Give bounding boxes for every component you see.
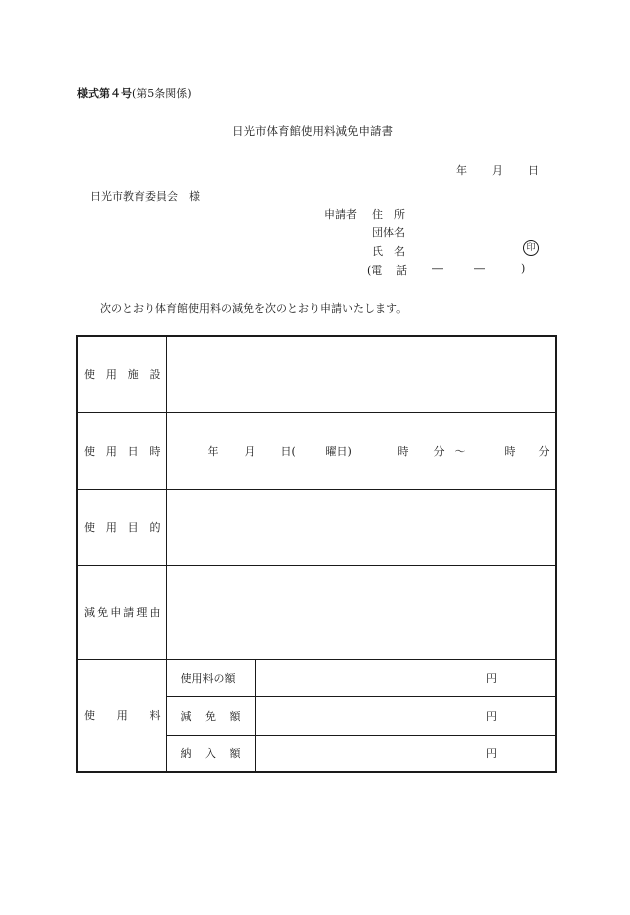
dt-day: 日(	[280, 444, 296, 458]
exemption-label: 減免額	[180, 709, 241, 723]
facility-label: 使用施設	[84, 368, 161, 382]
usage-fee-label: 使用料の額	[180, 671, 236, 685]
applicant-label: 申請者	[324, 208, 357, 221]
group-name-label: 団体名	[372, 226, 405, 239]
dt-tilde: ～	[454, 444, 466, 458]
address-label: 住 所	[372, 208, 405, 221]
dt-year: 年	[207, 444, 219, 458]
dt-weekday: 曜日)	[325, 444, 352, 458]
exemption-input[interactable]	[255, 696, 556, 735]
date-year-label: 年	[456, 164, 467, 177]
exemption-unit: 円	[486, 709, 497, 723]
purpose-label-cell	[77, 489, 166, 565]
dt-hour-1: 時	[397, 444, 409, 458]
form-number-main: 様式第４号	[77, 87, 132, 100]
facility-input[interactable]	[166, 336, 556, 412]
datetime-fields	[167, 413, 556, 489]
facility-row	[77, 336, 556, 412]
purpose-row	[77, 489, 556, 565]
dt-minute-2: 分	[538, 444, 550, 458]
payment-input[interactable]	[255, 735, 556, 772]
fee-label: 使用料	[84, 709, 161, 723]
name-label: 氏 名	[372, 245, 405, 258]
reason-input[interactable]	[166, 565, 556, 659]
purpose-input[interactable]	[166, 489, 556, 565]
payment-unit: 円	[486, 747, 497, 761]
page-title: 日光市体育館使用料減免申請書	[232, 124, 393, 138]
usage-fee-label-cell	[166, 659, 255, 696]
payment-label-cell	[166, 735, 255, 772]
reason-row	[77, 565, 556, 659]
seal-mark: 印	[523, 240, 539, 256]
dt-month: 月	[244, 444, 256, 458]
reason-label: 減免申請理由	[84, 606, 161, 619]
phone-label-2: 話	[396, 264, 407, 277]
reason-label-cell	[77, 565, 166, 659]
form-number	[77, 85, 192, 101]
date-day-label: 日	[528, 164, 539, 177]
datetime-input[interactable]	[166, 412, 556, 489]
intro-text: 次のとおり体育館使用料の減免を次のとおり申請いたします。	[100, 302, 408, 315]
usage-fee-unit: 円	[486, 671, 497, 685]
addressee: 日光市教育委員会 様	[90, 190, 200, 203]
phone-close: )	[521, 262, 526, 275]
exemption-label-cell	[166, 696, 255, 735]
phone-dash-2: ―	[474, 262, 485, 275]
fee-label-cell	[77, 659, 166, 772]
dt-minute-1: 分	[433, 444, 445, 458]
purpose-label: 使用目的	[84, 521, 161, 534]
usage-fee-input[interactable]	[255, 659, 556, 696]
application-table	[76, 335, 557, 773]
phone-dash-1: ―	[432, 262, 443, 275]
date-month-label: 月	[492, 164, 503, 177]
form-number-article: (第5条関係)	[132, 87, 192, 100]
datetime-label: 使用日時	[84, 444, 161, 458]
dt-hour-2: 時	[504, 444, 516, 458]
phone-label: (電	[367, 264, 383, 277]
datetime-row	[77, 412, 556, 489]
fee-row-usage	[77, 659, 556, 696]
payment-label: 納入額	[180, 747, 241, 761]
facility-label-cell	[77, 336, 166, 412]
datetime-label-cell	[77, 412, 166, 489]
